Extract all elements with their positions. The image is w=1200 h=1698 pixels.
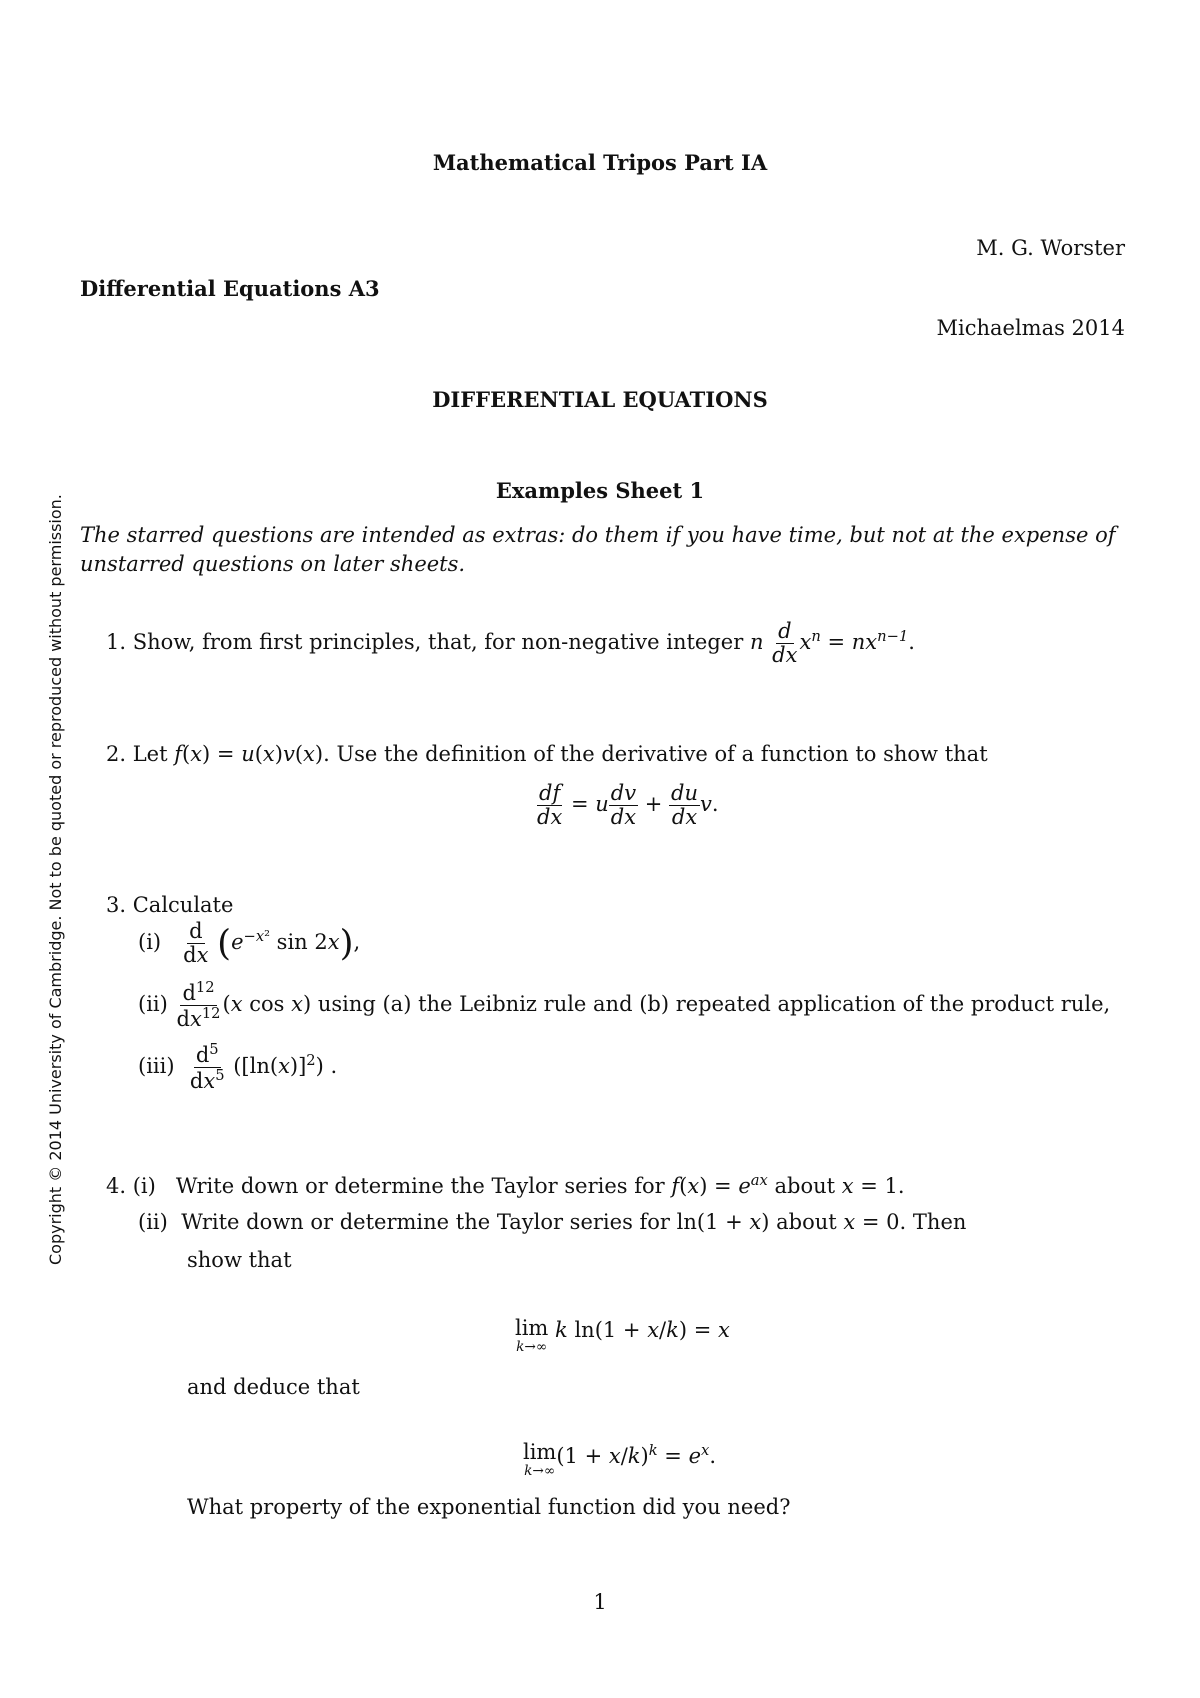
q3-ii-label: (ii) — [138, 992, 168, 1017]
q3-number: 3. — [106, 893, 127, 917]
q4-i-label: (i) — [132, 1174, 156, 1198]
question-1: 1. Show, from first principles, that, for non-negative integer n $\frac{d}{dx}$ $x^n = nx^{n-1}$. — [106, 619, 915, 668]
q3-part-ii: (ii) $\frac{d^{12}}{dx^{12}}$ (x cos x) using (a) the Leibniz rule and (b) repeated application of the product rule, — [138, 979, 1111, 1032]
q3-i-label: (i) — [138, 930, 162, 955]
q4-show-that: show that — [187, 1248, 292, 1272]
question-3 — [106, 893, 233, 917]
q3-iii-label: (iii) — [138, 1054, 175, 1079]
q1-number: 1. — [106, 630, 127, 655]
q4-ii-about: about — [776, 1210, 837, 1234]
q3-text: Calculate — [132, 893, 234, 917]
q2-number: 2. — [106, 742, 127, 766]
sheet-title: Examples Sheet 1 — [495, 478, 705, 503]
intro-text: The starred questions are intended as extras: do them if you have time, but not at the expense of unstarred questions on later sheets. — [80, 523, 1116, 576]
copyright-side-note: Copyright © 2014 University of Cambridge. Not to be quoted or reproduced without permission. — [46, 494, 65, 1265]
q3-ii-text: using (a) the Leibniz rule and (b) repeated application of the product rule, — [317, 992, 1111, 1017]
q4-ii-label: (ii) — [138, 1210, 168, 1234]
q2-text: Use the definition of the derivative of a function to show that — [336, 742, 988, 766]
q4-limit-2: lim k→∞ $(1 + x/k)^k = e^x$. — [523, 1440, 716, 1479]
question-2: 2. Let f(x) = u(x)v(x). Use the definition of the derivative of a function to show that — [106, 742, 988, 766]
term: Michaelmas 2014 — [936, 316, 1125, 340]
main-heading: DIFFERENTIAL EQUATIONS — [432, 387, 768, 412]
q1-text: Show, from first principles, that, for non-negative integer — [132, 630, 744, 655]
q4-final-question: What property of the exponential function did you need? — [187, 1495, 791, 1519]
q3-part-i: (i) $\frac{d}{dx}$ ($e^{-x^2}$ sin 2x), — [138, 919, 361, 968]
document-title: Mathematical Tripos Part IA — [432, 150, 768, 175]
q4-then: Then — [912, 1210, 967, 1234]
q4-i-text: Write down or determine the Taylor series for — [175, 1174, 665, 1198]
q3-part-iii: (iii) $\frac{d^5}{dx^5}$ $([\ln(x)]^2)$ . — [138, 1041, 338, 1094]
q4-part-ii: (ii) Write down or determine the Taylor series for ln(1 + x) about x = 0. Then — [138, 1210, 967, 1234]
q2-formula: $\frac{df}{dx}$ = u $\frac{dv}{dx}$ + $\frac{du}{dx}$ v. — [537, 781, 719, 830]
page-number: 1 — [593, 1590, 607, 1614]
author: M. G. Worster — [976, 236, 1125, 260]
q4-deduce-that: and deduce that — [187, 1375, 360, 1399]
q4-part-i: 4. (i) Write down or determine the Taylor series for $f(x) = e^{ax}$ about x = 1. — [106, 1172, 905, 1198]
q4-ii-text: Write down or determine the Taylor series for — [181, 1210, 670, 1234]
q4-number: 4. — [106, 1174, 127, 1198]
course-title: Differential Equations A3 — [80, 276, 380, 301]
q4-limit-1: lim k→∞ k ln(1 + x/k) = x — [515, 1316, 730, 1355]
